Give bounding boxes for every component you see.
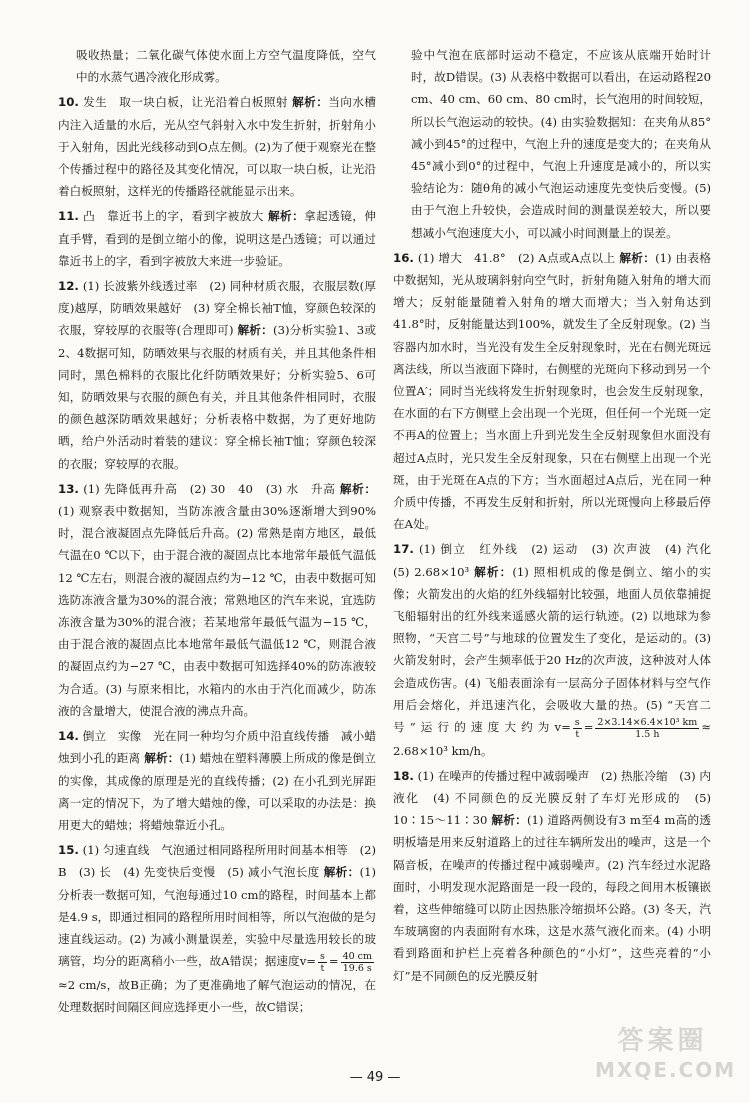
- answer-text: (1) 长波紫外线透过率 (2) 同种材质衣服，衣服层数(厚度)越厚，防晒效果越好 (3) 穿全棉长袖T恤，穿颜色较深的衣服，穿较厚的衣服等(合理即可): [58, 279, 376, 338]
- analysis-label: 解析：: [267, 209, 305, 224]
- fraction-distance-over-time: $\frac{40 cm}{19.6 s}$: [342, 950, 372, 974]
- analysis-text: (1) 道路两侧设有3 m至4 m高的透明板墙是用来反射道路上的过往车辆所发出的噪声，这是一个隔音板，在噪声的传播过程中减弱噪声。(2) 汽车经过水泥路面时，小明发现水泥路面是一段一段的，每段之间用木板镶嵌着，这些伸缩缝可以防止因热胀冷缩损坏公路。(3) 冬天，汽车玻璃窗的内表面附有水珠，这是水蒸气液化而来。(4) 小明看到路面和护栏上亮着各种颜色的“小灯”，这些亮着的“小灯”是不同颜色的反光膜反射: [393, 813, 711, 983]
- analysis-text-continued: 10³ km/h。: [428, 743, 493, 758]
- question-11: [58, 205, 376, 272]
- question-16: [393, 247, 711, 536]
- question-17: 17. (1) 倒立 红外线 (2) 运动 (3) 次声波 (4) 汽化 (5) 2.68×10³ 解析：(1) 照相机成的像是倒立、缩小的实像；火箭发出的火焰的红外线辐射比较强，地面人员依靠捕捉飞船辐射出的红外线来遥感火箭的运行轨迹。(2) 以地球为参照物，“天宫二号”与地球的位置发生了变化，是运动的。(3) 火箭发射时，会产生频率低于20 Hz的次声波，这种波对人体会造成伤害。(4) 飞船表面涂有一层高分子固体材料与空气作用后会熔化，并迅速汽化，会吸收大量的热。(5) “天宫二号”运行的速度大约为v= $\frac{s}{t}$ = $\frac{\text{2×3.14×6.4×10³ km}}{1.5 h}$ ≈ 2.68×10³ km/h。: [393, 542, 723, 758]
- answer-text: (1) 先降低再升高 (2) 30 40 (3) 水 升高: [83, 481, 336, 496]
- page-number: — 49 —: [349, 1070, 401, 1085]
- analysis-text: (1) 分析表一数据可知，气泡每通过10 cm的路程，时间基本上都是4.9 s，即通过相同的路程所用时间相等，所以气泡做的是匀速直线运动。(2) 为减小测量误差，实验中尽量选用较长的玻璃管，均分的距离稍小一些，故A错误；据速度: [58, 865, 376, 969]
- question-number: 12.: [58, 279, 79, 294]
- formula-suffix: ≈: [58, 977, 68, 992]
- right-column: [393, 44, 723, 990]
- answer-text: 倒立 实像 光在同一种均匀介质中沿直线传播 减小蜡烛到小孔的距离: [58, 729, 376, 766]
- analysis-text: 当向水槽内注入适量的水后，光从空气斜射入水中发生折射，折射角小于入射角，因此光线移动到O点左侧。(2)为了便于观察光在整个传播过程中的路径及其变化情况，可以取一块白板，让光沿着白板照射，这样光的传播路径就能显示出来。: [58, 95, 376, 199]
- formula-prefix: v=: [554, 720, 571, 735]
- analysis-label: 解析：: [237, 323, 274, 338]
- question-number: 11.: [58, 209, 79, 224]
- intro-text: 吸收热量；二氧化碳气体使水面上方空气温度降低，空气中的水蒸气遇冷液化形成雾。: [76, 48, 376, 85]
- question-number: 13.: [58, 481, 79, 496]
- question-18: [393, 765, 723, 987]
- analysis-text: (1) 照相机成的像是倒立、缩小的实像；火箭发出的火焰的红外线辐射比较强，地面人员依靠捕捉飞船辐射出的红外线来遥感火箭的运行轨迹。(2) 以地球为参照物，“天宫二号”与地球的位置发生了变化，是运动的。(3) 火箭发射时，会产生频率低于20 Hz的次声波，这种波对人体会造成伤害。(4) 飞船表面涂有一层高分子固体材料与空气作用后会熔化，并迅速汽化，会吸收大量的热。(5) “天宫二号”运行的速度大约为: [393, 564, 711, 735]
- question-13: [58, 478, 376, 722]
- question-number: 17.: [393, 542, 414, 557]
- question-number: 15.: [58, 843, 79, 858]
- question-10: [58, 91, 376, 202]
- analysis-label: 解析：: [292, 95, 329, 110]
- question-number: 10.: [58, 95, 79, 110]
- answer-text: 发生 取一块白板，让光沿着白板照射: [83, 95, 288, 110]
- question-14: [58, 725, 376, 836]
- watermark-logo: 答案圈 MXQE.COM: [595, 1026, 737, 1082]
- fraction-s-over-t: $\frac{s}{t}$: [574, 716, 580, 740]
- question-number: 16.: [393, 250, 414, 265]
- analysis-label: 解析：: [619, 250, 656, 265]
- question-15: 15. (1) 匀速直线 气泡通过相同路程所用时间基本相等 (2) B (3) 长 (4) 先变快后变慢 (5) 减小气泡长度 解析：(1) 分析表一数据可知，气泡每通过10 cm的路程，时间基本上都是4.9 s，即通过相同的路程所用时间相等，所以气泡做的是匀速直线运动。(2) 为减小测量误差，实验中尽量选用较长的玻璃管，均分的距离稍小一些，故A错误；据速度v= $\frac{s}{t}$ = $\frac{40 cm}{19.6 s}$ ≈2 cm/s，故B正确；为了更准确地了解气泡运动的情况，在处理数据时间隔区间应选择更小一些，故C错误；: [58, 843, 376, 1014]
- analysis-text: (1) 由表格中数据知，光从玻璃斜射向空气时，折射角随入射角的增大而增大；反射能量随着入射角的增大而增大；当入射角达到41.8°时，反射能量达到100%，就发生了全反射现象。(2) 当容器内加水时，当光没有发生全反射现象时，光在右侧光斑远离法线，所以当液面下降时，右侧壁的光斑向下移动到另一个位置A′；同时当光线将发生折射现象时，也会发生反射现象，在水面的右下方侧壁上会出现一个光斑，但任何一个光斑一定不再A的位置上；当水面上升到光发生全反射现象但水面没有超过A点时，光只发生全反射现象，只在右侧壁上出现一个光斑，由于光斑在A点的下方；当水面超过A点后，光在同一种介质中传播，不再发生反射和折射，所以光斑慢向上移最后停在A处。: [393, 250, 712, 532]
- formula-suffix: ≈ 2.68×: [393, 720, 711, 758]
- question-12: [58, 275, 376, 475]
- analysis-label: 解析：: [323, 865, 360, 880]
- question-15-continued: 验中气泡在底部时运动不稳定，不应该从底端开始时计时，故D错误。(3) 从表格中数据可以看出，在运动路程20 cm、40 cm、60 cm、80 cm时，长气泡用的时间较短，所以长气泡运动的较快。(4) 由实验数据知：在夹角从85°减小到45°的过程中，气泡上升的速度是变大的；在夹角从45°减小到0°的过程中，气泡上升速度是减小的，所以实验结论为：随θ角的减小气泡运动速度先变快后变慢。(5) 由于气泡上升较快，会造成时间的测量误差较大，所以要想减小气泡速度大小，可以减小时间测量上的误差。: [411, 48, 711, 240]
- analysis-text: 拿起透镜，伸直手臂，看到的是倒立缩小的像，说明这是凸透镜；可以通过靠近书上的字，看到字被放大来进一步验证。: [58, 209, 376, 268]
- left-column: [58, 44, 376, 1021]
- analysis-label: 解析：: [491, 813, 527, 828]
- analysis-label: 解析：: [339, 481, 376, 496]
- fraction-orbit-over-time: $\frac{\text{2×3.14×6.4×10³ km}}{1.5 h}$: [597, 716, 698, 740]
- answer-text: (1) 增大 41.8° (2) A点或A点以上: [417, 250, 616, 265]
- answer-text: (1) 匀速直线 气泡通过相同路程所用时间基本相等 (2) B (3) 长 (4) 先变快后变慢 (5) 减小气泡长度: [58, 843, 376, 880]
- formula-prefix: v=: [299, 954, 316, 969]
- answer-text: (1) 倒立 红外线 (2) 运动 (3) 次声波 (4) 汽化 (5) 2.68×10³: [393, 542, 723, 579]
- analysis-text-continued: 2 cm/s，故B正确；为了更准确地了解气泡运动的情况，在处理数据时间隔区间应选择更小一些，故C错误；: [58, 977, 376, 1014]
- analysis-label: 解析：: [474, 564, 513, 579]
- question-number: 18.: [393, 768, 414, 783]
- answer-text: (1) 在噪声的传播过程中减弱噪声 (2) 热胀冷缩 (3) 内 液化 (4) 不同颜色的反光膜反射了车灯光形成的 (5) 10∶15～11∶30: [393, 768, 723, 828]
- fraction-s-over-t: $\frac{s}{t}$: [319, 950, 325, 974]
- analysis-label: 解析：: [144, 751, 180, 766]
- analysis-text: (1) 蜡烛在塑料薄膜上所成的像是倒立的实像，其成像的原理是光的直线传播；(2) 在小孔到光屏距离一定的情况下，为了增大蜡烛的像，可以采取的办法是：换用更大的蜡烛；将蜡烛靠近小孔。: [58, 751, 376, 832]
- answer-text: 凸 靠近书上的字，看到字被放大: [83, 209, 264, 224]
- analysis-text: (3)分析实验1、3或2、4数据可知，防晒效果与衣服的材质有关，并且其他条件相同时，黑色棉料的衣服比化纤防晒效果好；分析实验5、6可知，防晒效果与衣服的颜色有关，并且其他条件相同时，衣服的颜色越深防晒效果越好；分析表格中数据，为了更好地防晒，给户外活动时着装的建议：穿全棉长袖T恤；穿颜色较深的衣服；穿较厚的衣服。: [58, 323, 376, 471]
- analysis-text: (1) 观察表中数据知，当防冻液含量由30%逐渐增大到90%时，混合液凝固点先降低后升高。(2) 常熟是南方地区，最低气温在0 ℃以下，由于混合液的凝固点比本地常年最低气温低12 ℃左右，则混合液的凝固点约为−12 ℃，由表中数据可知选防冻液含量为30%的混合液；常熟地区的汽车来说，宜选防冻液含量为30%的混合液；若某地常年最低气温为−15 ℃，由于混合液的凝固点比本地常年最低气温低12 ℃，则混合液的凝固点约为−27 ℃，由表中数据可知选择40%的防冻液较为合适。(3) 与原来相比，水箱内的水由于汽化而减少，防冻液的含量增大，使混合液的沸点升高。: [58, 504, 376, 718]
- question-number: 14.: [58, 729, 79, 744]
